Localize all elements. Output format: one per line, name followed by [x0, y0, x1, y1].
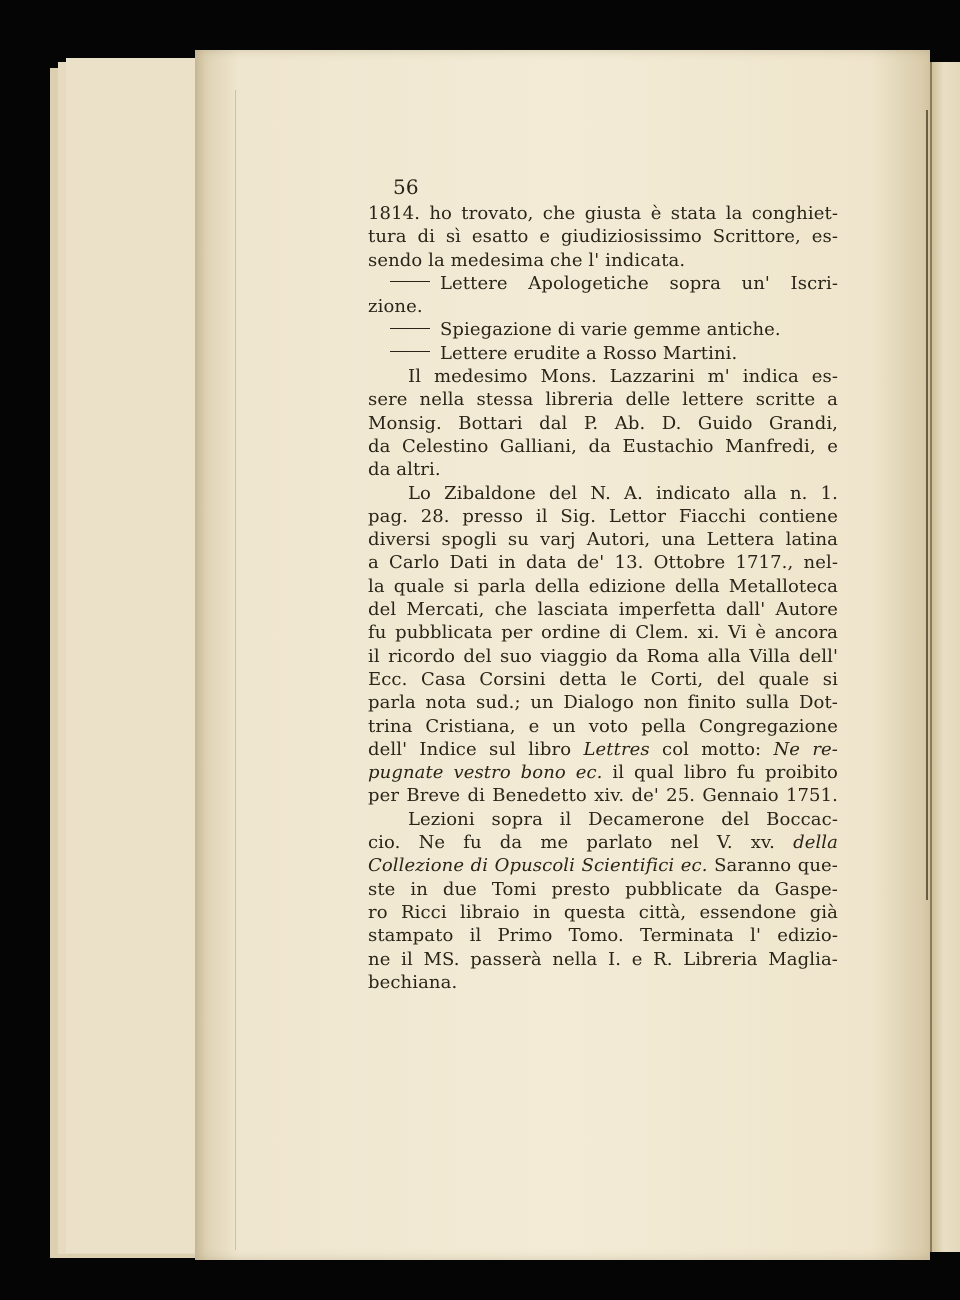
text-span: col motto:	[649, 738, 774, 760]
text-span: per Breve di Benedetto xiv. de' 25. Gennaio 1751.	[368, 785, 838, 807]
page-text	[368, 176, 838, 994]
text-line	[368, 318, 838, 341]
text-span: ro Ricci libraio in questa città, essendone già	[368, 901, 838, 923]
text-line	[368, 808, 838, 831]
text-line	[368, 598, 838, 621]
text-span: la quale si parla della edizione della Metalloteca	[368, 575, 838, 597]
text-line	[368, 971, 838, 994]
text-line	[368, 878, 838, 901]
text-span: sendo la medesima che l' indicata.	[368, 249, 686, 271]
text-line	[368, 505, 838, 528]
text-span: Ecc. Casa Corsini detta le Corti, del quale si	[368, 668, 838, 690]
italic-text: Collezione di Opuscoli Scientifici ec.	[368, 855, 708, 877]
text-span: Monsig. Bottari dal P. Ab. D. Guido Grandi,	[368, 412, 838, 434]
text-line	[368, 575, 838, 598]
ditto-dash	[390, 281, 430, 282]
text-line	[368, 365, 838, 388]
text-span: dell' Indice sul libro	[368, 738, 584, 760]
text-span: diversi spogli su varj Autori, una Lettera latina	[368, 529, 838, 551]
text-line	[368, 831, 838, 854]
text-line	[368, 761, 838, 784]
text-span: il qual libro fu proibito	[602, 762, 838, 784]
italic-text: della	[793, 832, 838, 854]
text-line	[368, 738, 838, 761]
text-line	[368, 249, 838, 272]
text-line	[368, 528, 838, 551]
text-span: zione.	[368, 296, 423, 318]
text-line	[368, 435, 838, 458]
italic-text: pugnate vestro bono ec.	[368, 762, 603, 784]
text-span: bechiana.	[368, 971, 458, 993]
text-span: fu pubblicata per ordine di Clem. xi. Vi è ancora	[368, 622, 838, 644]
text-span: del Mercati, che lasciata imperfetta dall' Autore	[368, 599, 838, 621]
text-span: Saranno que-	[707, 855, 838, 877]
text-line	[368, 202, 838, 225]
italic-text: Ne re-	[773, 738, 838, 760]
text-line	[368, 784, 838, 807]
text-span: 1814. ho trovato, che giusta è stata la conghiet-	[368, 203, 838, 224]
facing-page-edge	[930, 62, 960, 1252]
text-line	[368, 715, 838, 738]
text-span: Lo Zibaldone del N. A. indicato alla n. 1.	[408, 482, 838, 504]
text-span: ste in due Tomi presto pubblicate da Gaspe-	[368, 878, 838, 900]
text-span: da altri.	[368, 459, 441, 481]
text-span: pag. 28. presso il Sig. Lettor Fiacchi contiene	[368, 505, 838, 527]
text-line	[368, 948, 838, 971]
italic-text: Lettres	[583, 738, 650, 760]
text-line	[368, 388, 838, 411]
text-span: parla nota sud.; un Dialogo non finito sulla Dot-	[368, 692, 838, 714]
text-line	[368, 854, 838, 877]
text-span: il ricordo del suo viaggio da Roma alla Villa dell'	[368, 645, 838, 667]
text-line	[368, 551, 838, 574]
text-span: trina Cristiana, e un voto pella Congregazione	[368, 715, 838, 737]
text-line	[368, 645, 838, 668]
text-span: Il medesimo Mons. Lazzarini m' indica es-	[408, 366, 838, 388]
text-span: a Carlo Dati in data de' 13. Ottobre 1717., nel-	[368, 552, 838, 574]
text-lines	[368, 202, 838, 994]
text-line	[368, 924, 838, 947]
text-line	[368, 342, 838, 365]
text-span: ne il MS. passerà nella I. e R. Libreria Maglia-	[368, 948, 838, 970]
text-span: sere nella stessa libreria delle lettere scritte a	[368, 389, 838, 411]
text-span: Spiegazione di varie gemme antiche.	[440, 319, 781, 341]
text-span: Lettere erudite a Rosso Martini.	[440, 342, 738, 364]
page-fold	[235, 90, 236, 1250]
text-span: tura di sì esatto e giudiziosissimo Scrittore, es-	[368, 226, 838, 248]
ditto-dash	[390, 351, 430, 352]
text-line	[368, 272, 838, 295]
text-line	[368, 668, 838, 691]
text-span: cio. Ne fu da me parlato nel V. xv.	[368, 832, 794, 854]
text-line	[368, 412, 838, 435]
text-line	[368, 621, 838, 644]
text-line	[368, 482, 838, 505]
text-line	[368, 691, 838, 714]
page-number: 56	[393, 175, 419, 199]
text-line	[368, 901, 838, 924]
text-span: Lettere Apologetiche sopra un' Iscri-	[440, 272, 838, 294]
text-line	[368, 458, 838, 481]
gutter-line	[926, 110, 928, 900]
text-span: Lezioni sopra il Decamerone del Boccac-	[408, 808, 838, 830]
text-span: da Celestino Galliani, da Eustachio Manfredi, e	[368, 435, 838, 457]
text-line	[368, 225, 838, 248]
ditto-dash	[390, 328, 430, 329]
text-line	[368, 295, 838, 318]
text-span: stampato il Primo Tomo. Terminata l' edizio-	[368, 925, 838, 947]
